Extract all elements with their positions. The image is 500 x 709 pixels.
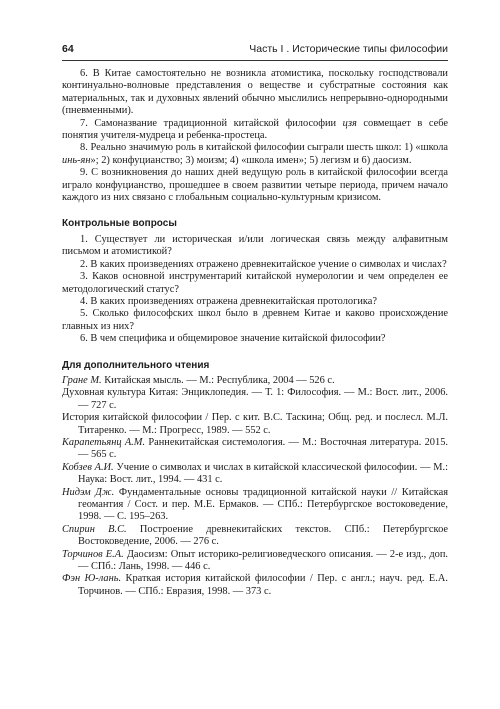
- reference-item: Фэн Ю-лань. Краткая история китайской философии / Пер. с англ.; науч. ред. Е.А. Торчинов. — СПб.: Евразия, 1998. — 373 с.: [62, 573, 448, 597]
- question-item: 2. В каких произведениях отражено древнекитайское учение о символах и числах?: [80, 258, 447, 270]
- question-item: 4. В каких произведениях отражена древнекитайская протологика?: [80, 295, 378, 307]
- reference-item: История китайской философии / Пер. с кит. В.С. Таскина; Общ. ред. и послесл. М.Л. Титаренко. — М.: Прогресс, 1989. — 552 с.: [62, 412, 448, 436]
- reference-item: Гране М. Китайская мысль. — М.: Республика, 2004 — 526 с.: [62, 374, 335, 386]
- question-item: 3. Каков основной инструментарий китайской нумерологии и чем определен ее методологический статус?: [62, 271, 448, 295]
- term-tszya: цзя: [342, 117, 357, 129]
- reference-author: Спирин В.С.: [62, 523, 127, 535]
- reference-item: Кобзев А.И. Учение о символах и числах в китайской классической философии. — М.: Наука: Вост. лит., 1994. — 431 с.: [62, 461, 448, 486]
- reference-author: Фэн Ю-лань.: [62, 573, 122, 585]
- page-body: [62, 68, 448, 598]
- reference-author: Карапетьянц А.М.: [62, 436, 146, 448]
- conclusion-9: 9. С возникновения до наших дней ведущую роль в китайской философии всегда играло конфуцианство, прошедшее в своем развитии четыре периода, причем начало каждого из них связано с глобальным социально-культурным кризисом.: [62, 167, 448, 204]
- reference-item: Спирин В.С. Построение древнекитайских текстов. СПб.: Петербургское Востоковедение, 2006. — 276 с.: [62, 523, 449, 548]
- question-item: 6. В чем специфика и общемировое значение китайской философии?: [80, 333, 386, 345]
- reference-author: Гране М.: [62, 374, 102, 386]
- reference-author: Кобзев А.И.: [62, 461, 114, 473]
- reference-author: Нидэм Дж.: [62, 486, 115, 498]
- reading-heading: Для дополнительного чтения: [62, 359, 210, 371]
- conclusion-8: 8. Реально значимую роль в китайской философии сыграли шесть школ: 1) «школа инь-ян»; 2) конфуцианство; 3) моизм; 4) «школа имен»; 5) легизм и 6) даосизм.: [62, 142, 448, 166]
- conclusion-7: 7. Самоназвание традиционной китайской философии цзя совмещает в себе понятия учителя-мудреца и ребенка-простеца.: [62, 117, 448, 142]
- reference-item: Духовная культура Китая: Энциклопедия. — Т. 1: Философия. — М.: Вост. лит., 2006. — 727 с.: [62, 387, 448, 411]
- question-item: 1. Существует ли историческая и/или логическая связь между алфавитным письмом и атомистикой?: [62, 233, 448, 258]
- reading-list: [62, 375, 448, 598]
- conclusion-6: 6. В Китае самостоятельно не возникла атомистика, поскольку господствовали континуально-волновые представления о веществе и субстратные состояния как материальных, так и духовных явлений обычно мыслились непрерывно-однородными (пневменными).: [62, 68, 448, 117]
- page-number: 64: [62, 43, 74, 55]
- question-item: 5. Сколько философских школ было в древнем Китае и каково происхождение главных из них?: [62, 308, 448, 332]
- questions-heading: Контрольные вопросы: [62, 218, 177, 230]
- running-title: Часть I . Исторические типы философии: [249, 43, 448, 55]
- term-yin-yang: инь-ян: [62, 154, 91, 166]
- reference-item: Торчинов Е.А. Даосизм: Опыт историко-религиоведческого описания. — 2-е изд., доп. — СПб.: Лань, 1998. — 446 с.: [62, 548, 449, 573]
- reference-item: Карапетьянц А.М. Раннекитайская системология. — М.: Восточная литература. 2015. — 565 с.: [62, 436, 448, 461]
- reference-author: Торчинов Е.А.: [62, 548, 124, 560]
- reference-item: Нидэм Дж. Фундаментальные основы традиционной китайской науки // Китайская геомантия / Сост. и пер. М.Е. Ермаков. — СПб.: Петербургское востоковедение, 1998. — С. 195–263.: [62, 486, 448, 523]
- running-header: [62, 43, 448, 55]
- questions-list: [62, 234, 448, 346]
- header-divider: [62, 60, 448, 61]
